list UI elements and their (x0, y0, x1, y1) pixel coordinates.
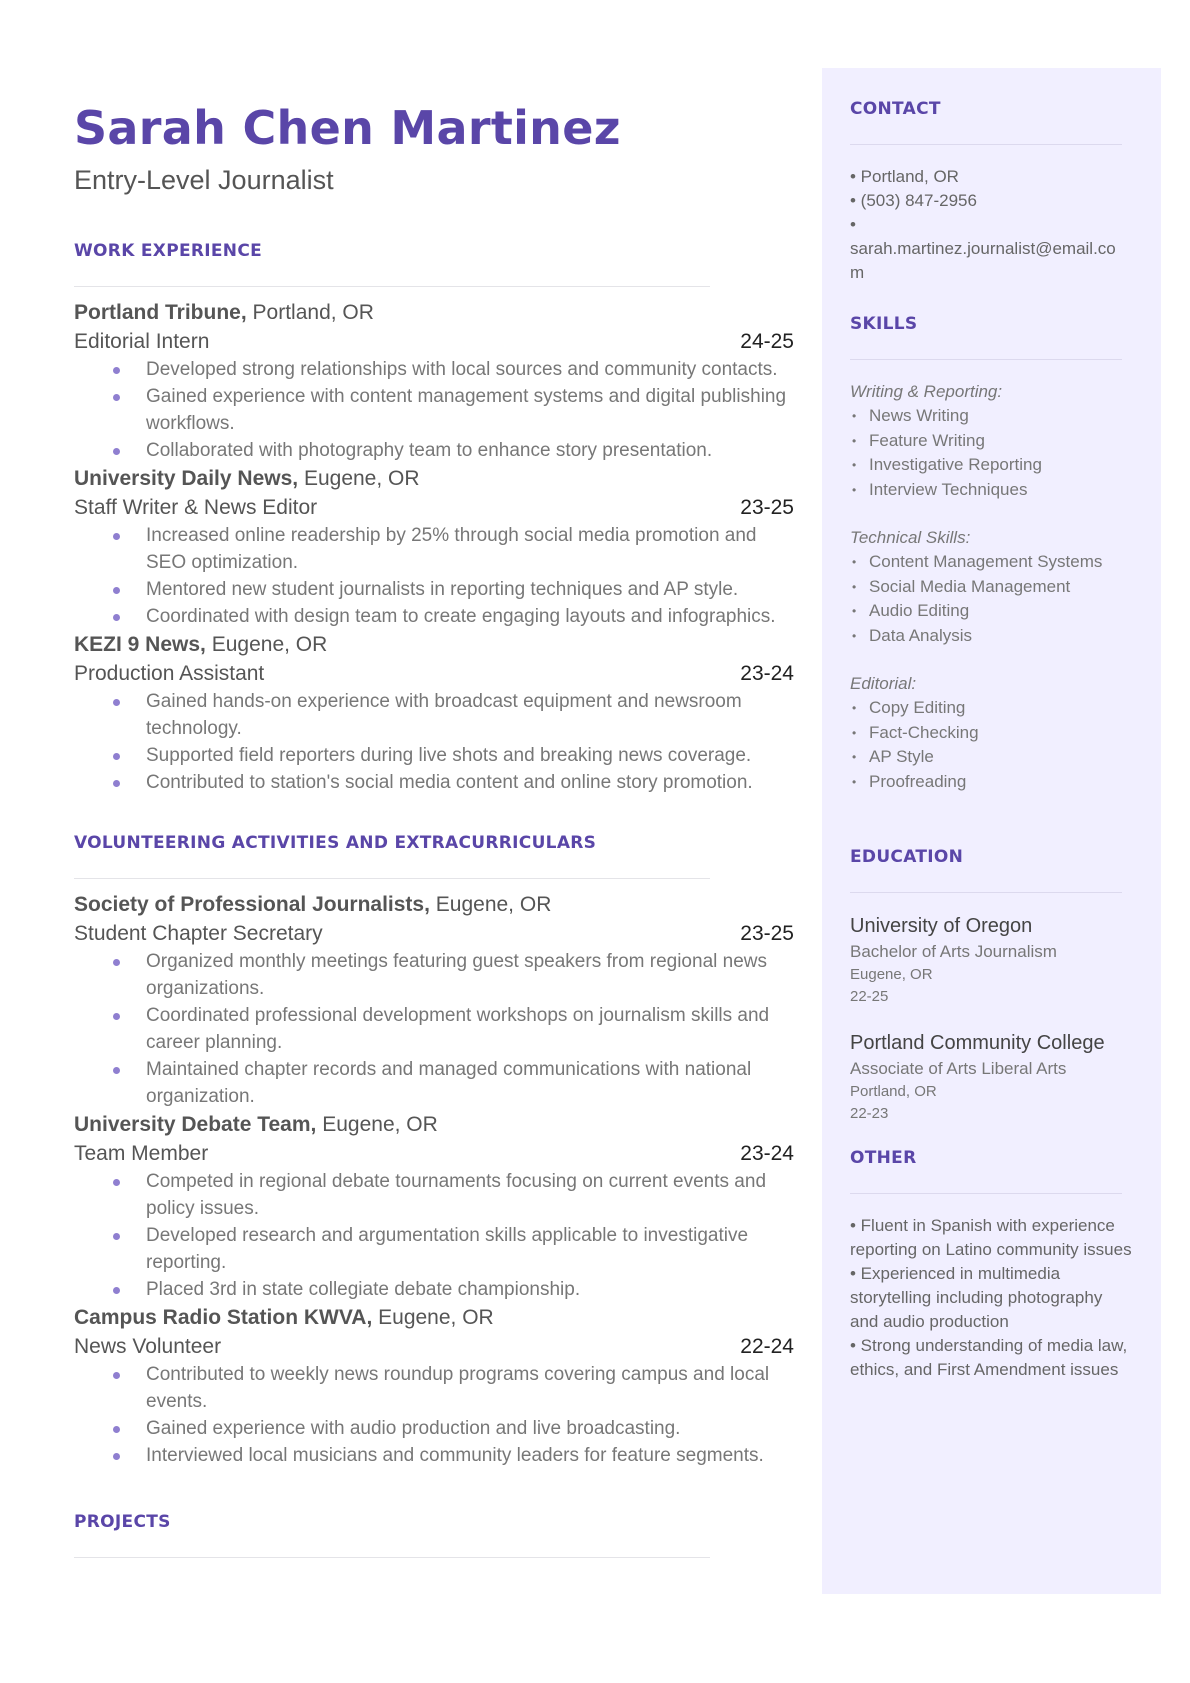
contact-phone: • (503) 847-2956 (850, 191, 977, 210)
contact-email[interactable] (850, 237, 1133, 285)
bullet-item: Competed in regional debate tournaments focusing on current events and policy issues. (74, 1168, 794, 1222)
volunteering-section (74, 832, 794, 1469)
skill-group (850, 672, 1133, 794)
skill-category: Editorial: (850, 674, 917, 693)
entry-dates: 23-25 (740, 496, 794, 519)
work-entry (74, 464, 794, 630)
education-section (850, 846, 1133, 1125)
candidate-title: Entry-Level Journalist (74, 165, 334, 195)
other-item: • Strong understanding of media law, ethics, and First Amendment issues (850, 1336, 1128, 1379)
volunteer-entry (74, 1110, 794, 1303)
skill-item: • Feature Writing (850, 429, 1133, 454)
entry-dates: 24-25 (740, 330, 794, 353)
entry-location: Eugene, OR (211, 633, 328, 656)
bullet-item: Gained experience with content management systems and digital publishing workflows. (74, 383, 794, 437)
entry-bullets (74, 948, 794, 1110)
entry-role-row (74, 327, 794, 356)
divider (74, 1557, 710, 1558)
entry-role: Team Member (74, 1142, 209, 1165)
edu-degree: Bachelor of Arts Journalism (850, 942, 1057, 961)
bullet-item: Collaborated with photography team to enhance story presentation. (74, 437, 794, 464)
divider (850, 144, 1122, 145)
entry-role-row (74, 919, 794, 948)
skill-list (850, 696, 1133, 794)
bullet-item: Developed research and argumentation skills applicable to investigative reporting. (74, 1222, 794, 1276)
bullet-item: Gained hands-on experience with broadcast equipment and newsroom technology. (74, 688, 794, 742)
bullet-item: Gained experience with audio production and live broadcasting. (74, 1415, 794, 1442)
section-title-contact: CONTACT (850, 99, 941, 119)
bullet-item: Mentored new student journalists in reporting techniques and AP style. (74, 576, 794, 603)
entry-org: University Debate Team, (74, 1113, 317, 1136)
edu-school: Portland Community College (850, 1032, 1105, 1054)
volunteer-entry (74, 890, 794, 1110)
other-item: • Experienced in multimedia storytelling including photography and audio production (850, 1264, 1103, 1331)
section-title-volunteering: VOLUNTEERING ACTIVITIES AND EXTRACURRICULARS (74, 833, 597, 853)
work-experience-section (74, 240, 794, 796)
skill-item: • Interview Techniques (850, 478, 1133, 503)
entry-dates: 23-24 (740, 1142, 794, 1165)
skill-list (850, 550, 1133, 648)
entry-role: Production Assistant (74, 662, 265, 685)
entry-location: Eugene, OR (303, 467, 420, 490)
entry-location: Eugene, OR (435, 893, 552, 916)
entry-role-row (74, 493, 794, 522)
skill-item: • Data Analysis (850, 624, 1133, 649)
edu-school: University of Oregon (850, 915, 1033, 937)
skills-section (850, 313, 1133, 794)
skill-item: • Fact-Checking (850, 721, 1133, 746)
edu-location: Portland, OR (850, 1083, 937, 1100)
entry-bullets (74, 1361, 794, 1469)
entry-org: Society of Professional Journalists, (74, 893, 430, 916)
volunteer-entry (74, 1303, 794, 1469)
entry-header (74, 298, 794, 327)
section-title-skills: SKILLS (850, 314, 918, 334)
section-title-work: WORK EXPERIENCE (74, 241, 263, 261)
entry-role: Student Chapter Secretary (74, 922, 323, 945)
divider (850, 892, 1122, 893)
bullet-item: Placed 3rd in state collegiate debate championship. (74, 1276, 794, 1303)
entry-bullets (74, 688, 794, 796)
bullet-item: Contributed to station's social media content and online story promotion. (74, 769, 794, 796)
entry-org: Campus Radio Station KWVA, (74, 1306, 373, 1329)
skill-item: • Copy Editing (850, 696, 1133, 721)
section-title-projects: PROJECTS (74, 1512, 171, 1532)
bullet-item: Coordinated with design team to create engaging layouts and infographics. (74, 603, 794, 630)
skill-item: • News Writing (850, 404, 1133, 429)
entry-org: University Daily News, (74, 467, 299, 490)
entry-location: Eugene, OR (378, 1306, 494, 1329)
contact-section (850, 98, 1133, 285)
bullet-item: Coordinated professional development workshops on journalism skills and career planning. (74, 1002, 794, 1056)
entry-role-row (74, 1332, 794, 1361)
entry-dates: 23-25 (740, 922, 794, 945)
bullet-item: Increased online readership by 25% through social media promotion and SEO optimization. (74, 522, 794, 576)
education-entry (850, 1030, 1133, 1125)
skill-list (850, 404, 1133, 502)
skill-item: • Content Management Systems (850, 550, 1133, 575)
entry-role: Staff Writer & News Editor (74, 496, 318, 519)
entry-location: Portland, OR (252, 301, 374, 324)
edu-location: Eugene, OR (850, 966, 933, 983)
skill-category: Technical Skills: (850, 528, 971, 547)
sidebar-content (850, 98, 1133, 1382)
entry-org: Portland Tribune, (74, 301, 247, 324)
bullet-item: Interviewed local musicians and community leaders for feature segments. (74, 1442, 794, 1469)
entry-header (74, 464, 794, 493)
entry-bullets (74, 1168, 794, 1303)
divider (850, 359, 1122, 360)
other-section (850, 1147, 1133, 1382)
entry-dates: 22-24 (740, 1335, 794, 1358)
skill-group (850, 526, 1133, 648)
section-title-education: EDUCATION (850, 847, 964, 867)
bullet-item: Supported field reporters during live shots and breaking news coverage. (74, 742, 794, 769)
entry-role: Editorial Intern (74, 330, 210, 353)
edu-dates: 22-25 (850, 988, 889, 1005)
skill-item: • AP Style (850, 745, 1133, 770)
divider (74, 286, 710, 287)
entry-header (74, 1303, 794, 1332)
entry-bullets (74, 356, 794, 464)
entry-header (74, 890, 794, 919)
skill-category: Writing & Reporting: (850, 382, 1003, 401)
skill-item: • Audio Editing (850, 599, 1133, 624)
divider (850, 1193, 1122, 1194)
entry-role-row (74, 1139, 794, 1168)
sidebar (822, 68, 1161, 1594)
bullet-item: Contributed to weekly news roundup programs covering campus and local events. (74, 1361, 794, 1415)
edu-dates: 22-23 (850, 1105, 889, 1122)
skill-item: • Social Media Management (850, 575, 1133, 600)
entry-bullets (74, 522, 794, 630)
contact-location: • Portland, OR (850, 167, 959, 186)
projects-section (74, 1511, 794, 1558)
skill-item: • Proofreading (850, 770, 1133, 795)
skill-group (850, 380, 1133, 502)
bullet-item: Developed strong relationships with local sources and community contacts. (74, 356, 794, 383)
entry-org: KEZI 9 News, (74, 633, 206, 656)
candidate-name: Sarah Chen Martinez (74, 101, 621, 155)
main-column (74, 96, 794, 1569)
entry-role: News Volunteer (74, 1335, 222, 1358)
education-entry (850, 913, 1133, 1008)
other-item: • Fluent in Spanish with experience reporting on Latino community issues (850, 1216, 1132, 1259)
skill-item: • Investigative Reporting (850, 453, 1133, 478)
divider (74, 878, 710, 879)
entry-dates: 23-24 (740, 662, 794, 685)
contact-email-bullet: • (850, 215, 856, 234)
work-entry (74, 630, 794, 796)
bullet-item: Maintained chapter records and managed communications with national organization. (74, 1056, 794, 1110)
edu-degree: Associate of Arts Liberal Arts (850, 1059, 1067, 1078)
entry-role-row (74, 659, 794, 688)
entry-header (74, 1110, 794, 1139)
section-title-other: OTHER (850, 1148, 917, 1168)
bullet-item: Organized monthly meetings featuring guest speakers from regional news organizations. (74, 948, 794, 1002)
entry-header (74, 630, 794, 659)
contact-email-line2[interactable]: m (850, 263, 865, 282)
contact-email-line1[interactable]: sarah.martinez.journalist@email.co (850, 239, 1116, 258)
work-entry (74, 298, 794, 464)
entry-location: Eugene, OR (322, 1113, 438, 1136)
